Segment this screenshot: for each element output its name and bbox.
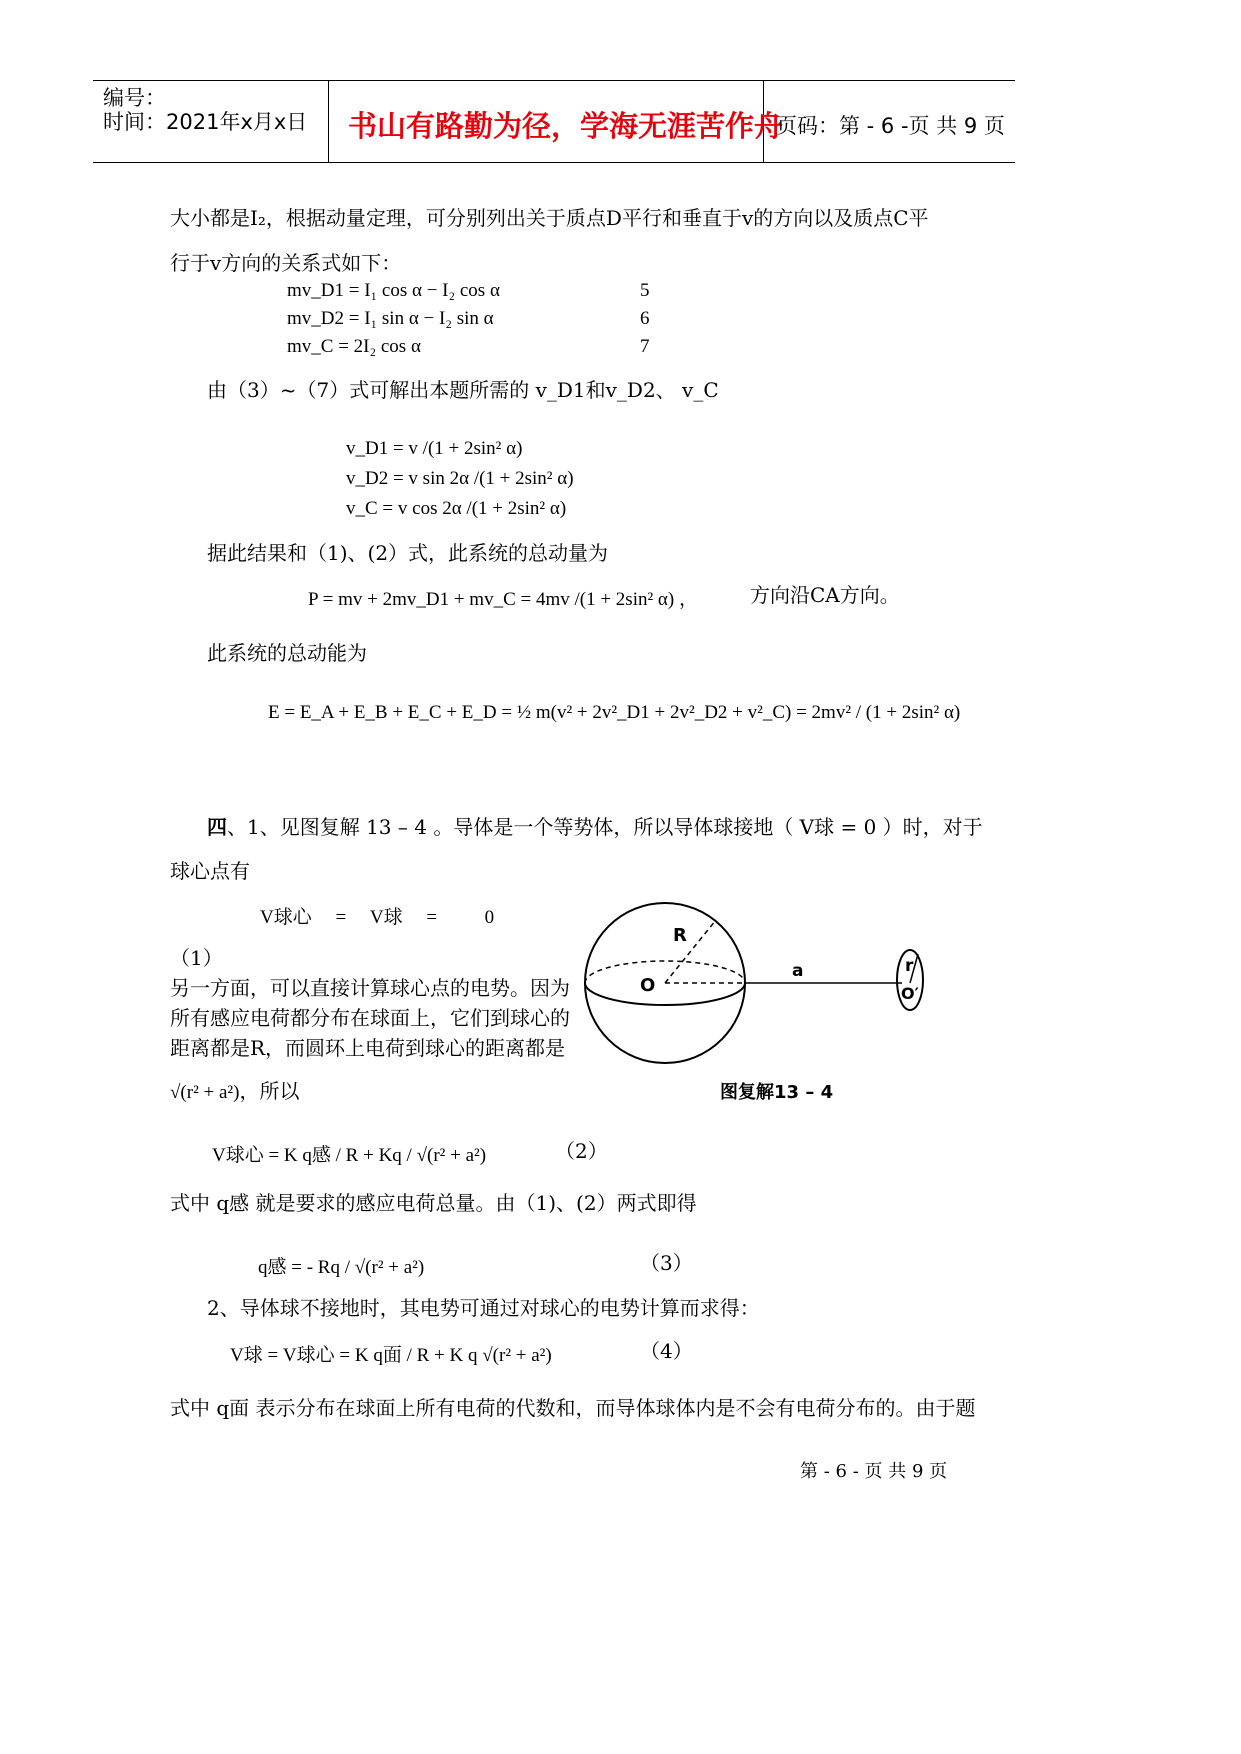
header-divider-left (328, 80, 329, 163)
paragraph-c: 距离都是R，而圆环上电荷到球心的距离都是 (170, 1036, 566, 1060)
paragraph-1: 大小都是I₂，根据动量定理，可分别列出关于质点D平行和垂直于v的方向以及质点C平 (170, 206, 929, 230)
sphere-equator-back (585, 961, 745, 983)
solution-vc: v_C = v cos 2α /(1 + 2sin² α) (346, 498, 567, 519)
section-4-label: 四 (207, 815, 227, 839)
label-O-prime: O′ (901, 984, 919, 1003)
equation-7: mv_C = 2I₂ cos α (287, 336, 421, 357)
time-label: 时间：2021年x月x日 (103, 110, 308, 134)
section-4-line (207, 814, 983, 840)
paragraph-5: 此系统的总动能为 (207, 641, 367, 665)
equation-2: V球心 = K q感 / R + Kq / √(r² + a²) (212, 1145, 487, 1166)
header-top-rule (93, 80, 1015, 81)
energy-equation: E = E_A + E_B + E_C + E_D = ½ m(v² + 2v²_D1 + 2v²_D2 + v²_C) = 2mv² / (1 + 2sin² α) (268, 702, 961, 723)
figure-caption: 图复解13 – 4 (720, 1082, 834, 1103)
footer-page-number: 第 - 6 - 页 共 9 页 (800, 1461, 948, 1482)
label-a: a (792, 961, 804, 981)
paragraph-d-tail: ，所以 (239, 1079, 300, 1103)
sphere-figure (580, 898, 940, 1068)
paragraph-3: 由（3）~（7）式可解出本题所需的 v_D1和v_D2、 v_C (207, 378, 719, 402)
momentum-equation: P = mv + 2mv_D1 + mv_C = 4mv /(1 + 2sin² α) ， (308, 589, 698, 610)
sphere-equator-front (585, 983, 745, 1005)
equation-4-number: （4） (640, 1339, 693, 1363)
label-R: R (673, 925, 687, 946)
equation-6-number: 6 (640, 308, 650, 329)
equation-2-number: （2） (555, 1139, 608, 1163)
equation-3-number: （3） (640, 1251, 693, 1275)
paragraph-7: 2、导体球不接地时，其电势可通过对球心的电势计算而求得： (207, 1296, 760, 1320)
solution-vd1: v_D1 = v /(1 + 2sin² α) (346, 438, 523, 459)
serial-label: 编号： (103, 86, 166, 110)
paragraph-b: 所有感应电荷都分布在球面上，它们到球心的 (170, 1006, 570, 1030)
equation-7-number: 7 (640, 336, 650, 357)
section-4-text-2: 球心点有 (170, 859, 250, 883)
equation-5-number: 5 (640, 280, 650, 301)
equation-3: q感 = - Rq / √(r² + a²) (258, 1257, 425, 1278)
paragraph-8: 式中 q面 表示分布在球面上所有电荷的代数和，而导体球体内是不会有电荷分布的。由于题 (170, 1396, 976, 1420)
paragraph-4: 据此结果和（1)、(2）式，此系统的总动量为 (207, 541, 609, 565)
paragraph-a: 另一方面，可以直接计算球心点的电势。因为 (170, 976, 570, 1000)
header-bottom-rule (93, 162, 1015, 163)
solution-vd2: v_D2 = v sin 2α /(1 + 2sin² α) (346, 468, 574, 489)
equation-5: mv_D1 = I₁ cos α − I₂ cos α (287, 280, 500, 301)
label-r: r (905, 956, 914, 976)
momentum-direction: 方向沿CA方向。 (750, 583, 900, 607)
paragraph-6: 式中 q感 就是要求的感应电荷总量。由（1)、(2）两式即得 (170, 1191, 697, 1215)
page-info: 页码：第 - 6 -页 共 9 页 (776, 114, 1005, 138)
label-O: O (640, 975, 656, 996)
potential-equation: V球心 = V球 = 0 (260, 907, 495, 928)
header-slogan: 书山有路勤为径，学海无涯苦作舟 (348, 109, 784, 143)
section-4-text: 、1、见图复解 13 – 4 。导体是一个等势体，所以导体球接地（ V球 = 0 ）时，对于 (227, 815, 983, 839)
paragraph-d (170, 1078, 299, 1106)
equation-1-number: （1） (170, 946, 223, 970)
equation-4: V球 = V球心 = K q面 / R + K q √(r² + a²) (230, 1345, 552, 1366)
paragraph-2: 行于v方向的关系式如下： (170, 251, 402, 275)
equation-6: mv_D2 = I₁ sin α − I₂ sin α (287, 308, 494, 329)
sqrt-expression: √(r² + a²) (170, 1082, 240, 1103)
